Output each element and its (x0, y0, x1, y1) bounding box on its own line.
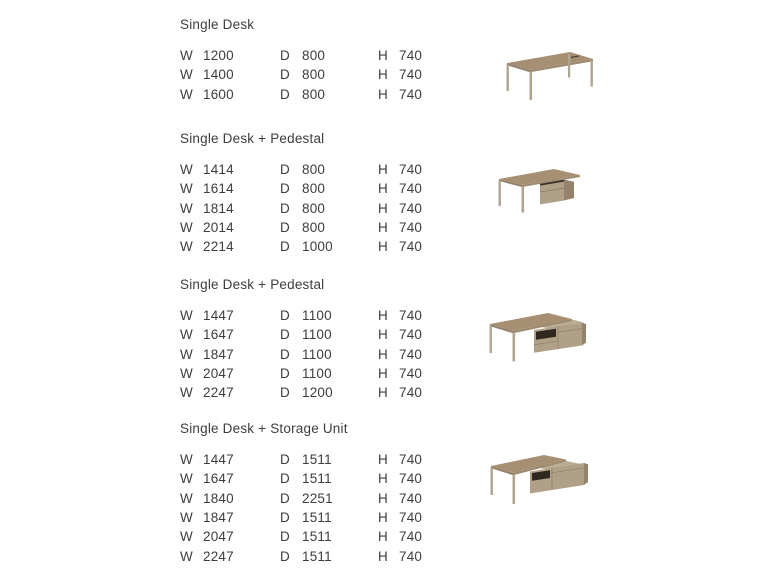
width-value: 1847 (203, 346, 234, 362)
section-single-desk-pedestal-1 (180, 132, 490, 257)
width-value: 1647 (203, 327, 234, 343)
height-label: H (378, 181, 388, 197)
height-label: H (378, 366, 388, 382)
pedestal-side (564, 180, 574, 201)
width-label: W (180, 490, 193, 506)
width-value: 2047 (203, 529, 234, 545)
dimension-row (180, 383, 490, 402)
height-label: H (378, 529, 388, 545)
height-value: 740 (399, 510, 423, 526)
width-label: W (180, 86, 193, 102)
section-title: Single Desk + Storage Unit (180, 421, 348, 436)
height-label: H (378, 308, 388, 323)
height-label: H (378, 86, 388, 102)
depth-label: D (280, 308, 290, 323)
depth-label: D (280, 490, 290, 506)
width-label: W (180, 548, 193, 564)
height-value: 740 (399, 366, 423, 382)
width-label: W (180, 239, 193, 255)
height-label: H (378, 162, 388, 177)
desk-storage-unit-illustration (488, 447, 590, 507)
dimension-row (180, 306, 490, 325)
depth-value: 800 (302, 200, 326, 216)
depth-value: 1511 (302, 452, 332, 467)
dimension-row (180, 469, 490, 488)
depth-value: 1100 (302, 366, 332, 382)
width-value: 1814 (203, 200, 234, 216)
height-value: 740 (399, 86, 423, 102)
credenza-side (582, 323, 586, 346)
single-desk-illustration (500, 46, 598, 102)
width-label: W (180, 162, 193, 177)
dimension-row (180, 199, 490, 218)
height-label: H (378, 200, 388, 216)
dimension-row (180, 450, 490, 469)
width-value: 1647 (203, 471, 234, 487)
depth-label: D (280, 385, 290, 401)
dimension-row (180, 160, 490, 179)
depth-label: D (280, 346, 290, 362)
height-label: H (378, 452, 388, 467)
height-label: H (378, 548, 388, 564)
desk-leg (513, 475, 516, 505)
desk-leg (591, 61, 593, 87)
storage-side (584, 463, 588, 485)
dimension-row (180, 325, 490, 344)
dimension-row (180, 85, 490, 104)
desk-leg (507, 65, 509, 92)
dimension-row (180, 345, 490, 364)
desk-leg (491, 468, 493, 496)
width-value: 1840 (203, 490, 234, 506)
height-value: 740 (399, 239, 423, 255)
dimension-row (180, 65, 490, 84)
dimension-table (180, 306, 490, 403)
height-label: H (378, 67, 388, 83)
height-label: H (378, 490, 388, 506)
width-value: 1614 (203, 181, 234, 197)
width-label: W (180, 385, 193, 401)
depth-label: D (280, 48, 290, 63)
dimension-table (180, 450, 490, 566)
width-label: W (180, 200, 193, 216)
width-value: 1847 (203, 510, 234, 526)
width-label: W (180, 452, 193, 467)
width-label: W (180, 366, 193, 382)
depth-value: 1100 (302, 308, 332, 323)
dimension-row (180, 218, 490, 237)
height-value: 740 (399, 308, 423, 323)
width-label: W (180, 471, 193, 487)
height-label: H (378, 220, 388, 236)
width-label: W (180, 220, 193, 236)
dimension-row (180, 527, 490, 546)
depth-value: 1100 (302, 327, 332, 343)
desk-leg (530, 72, 533, 101)
desk-leg (490, 326, 492, 354)
depth-value: 800 (302, 181, 326, 197)
desk-return-pedestal-illustration (486, 306, 592, 364)
height-value: 740 (399, 48, 423, 63)
depth-value: 800 (302, 162, 326, 177)
width-value: 1414 (203, 162, 234, 177)
dimension-row (180, 46, 490, 65)
width-label: W (180, 529, 193, 545)
height-label: H (378, 327, 388, 343)
width-label: W (180, 67, 193, 83)
section-single-desk-pedestal-2 (180, 278, 490, 403)
width-value: 2214 (203, 239, 234, 255)
height-value: 740 (399, 327, 423, 343)
width-value: 2247 (203, 548, 234, 564)
single-desk-image (500, 46, 598, 102)
depth-label: D (280, 452, 290, 467)
dimension-table (180, 160, 490, 257)
width-value: 2247 (203, 385, 234, 401)
width-label: W (180, 346, 193, 362)
depth-label: D (280, 86, 290, 102)
width-value: 1400 (203, 67, 234, 83)
height-label: H (378, 48, 388, 63)
height-value: 740 (399, 471, 423, 487)
height-label: H (378, 471, 388, 487)
height-value: 740 (399, 162, 423, 177)
depth-label: D (280, 529, 290, 545)
section-title: Single Desk + Pedestal (180, 277, 325, 292)
depth-value: 1511 (302, 529, 332, 545)
depth-label: D (280, 162, 290, 177)
depth-value: 1100 (302, 346, 332, 362)
width-value: 1447 (203, 452, 234, 467)
depth-label: D (280, 181, 290, 197)
width-label: W (180, 510, 193, 526)
height-value: 740 (399, 181, 423, 197)
depth-value: 2251 (302, 490, 333, 506)
width-value: 1200 (203, 48, 234, 63)
height-value: 740 (399, 346, 423, 362)
width-label: W (180, 308, 193, 323)
width-label: W (180, 48, 193, 63)
height-value: 740 (399, 220, 423, 236)
depth-label: D (280, 220, 290, 236)
depth-value: 1511 (302, 548, 332, 564)
desk-pedestal-illustration (494, 164, 586, 216)
section-title: Single Desk + Pedestal (180, 131, 325, 146)
width-label: W (180, 181, 193, 197)
desk-storage-unit-image (488, 447, 590, 507)
desk-leg (499, 181, 501, 207)
height-value: 740 (399, 529, 423, 545)
section-single-desk-storage-unit (180, 422, 490, 566)
section-title: Single Desk (180, 17, 255, 32)
width-value: 2014 (203, 220, 234, 236)
dimension-row (180, 547, 490, 566)
desk-pedestal-image (494, 164, 586, 216)
dimension-row (180, 508, 490, 527)
depth-label: D (280, 239, 290, 255)
depth-value: 800 (302, 86, 326, 102)
depth-label: D (280, 548, 290, 564)
depth-label: D (280, 366, 290, 382)
dimension-row (180, 489, 490, 508)
height-value: 740 (399, 385, 423, 401)
width-value: 1600 (203, 86, 234, 102)
width-value: 1447 (203, 308, 234, 323)
depth-label: D (280, 200, 290, 216)
height-value: 740 (399, 67, 423, 83)
depth-value: 800 (302, 67, 326, 83)
depth-label: D (280, 327, 290, 343)
depth-value: 1511 (302, 471, 332, 487)
section-single-desk (180, 18, 490, 104)
height-label: H (378, 510, 388, 526)
dimension-table (180, 46, 490, 104)
depth-value: 800 (302, 220, 326, 236)
depth-value: 1200 (302, 385, 333, 401)
desk-leg (513, 333, 516, 362)
desk-return-pedestal-image (486, 306, 592, 364)
width-value: 2047 (203, 366, 234, 382)
height-value: 740 (399, 452, 423, 467)
height-value: 740 (399, 200, 423, 216)
dimension-row (180, 364, 490, 383)
height-label: H (378, 385, 388, 401)
dimension-row (180, 237, 490, 256)
depth-value: 800 (302, 48, 326, 63)
width-label: W (180, 327, 193, 343)
depth-value: 1000 (302, 239, 333, 255)
depth-label: D (280, 471, 290, 487)
height-label: H (378, 239, 388, 255)
depth-label: D (280, 67, 290, 83)
depth-label: D (280, 510, 290, 526)
height-value: 740 (399, 490, 423, 506)
desk-leg (522, 187, 525, 213)
dimension-row (180, 179, 490, 198)
height-label: H (378, 346, 388, 362)
depth-value: 1511 (302, 510, 332, 526)
desk-leg (568, 54, 570, 78)
height-value: 740 (399, 548, 423, 564)
